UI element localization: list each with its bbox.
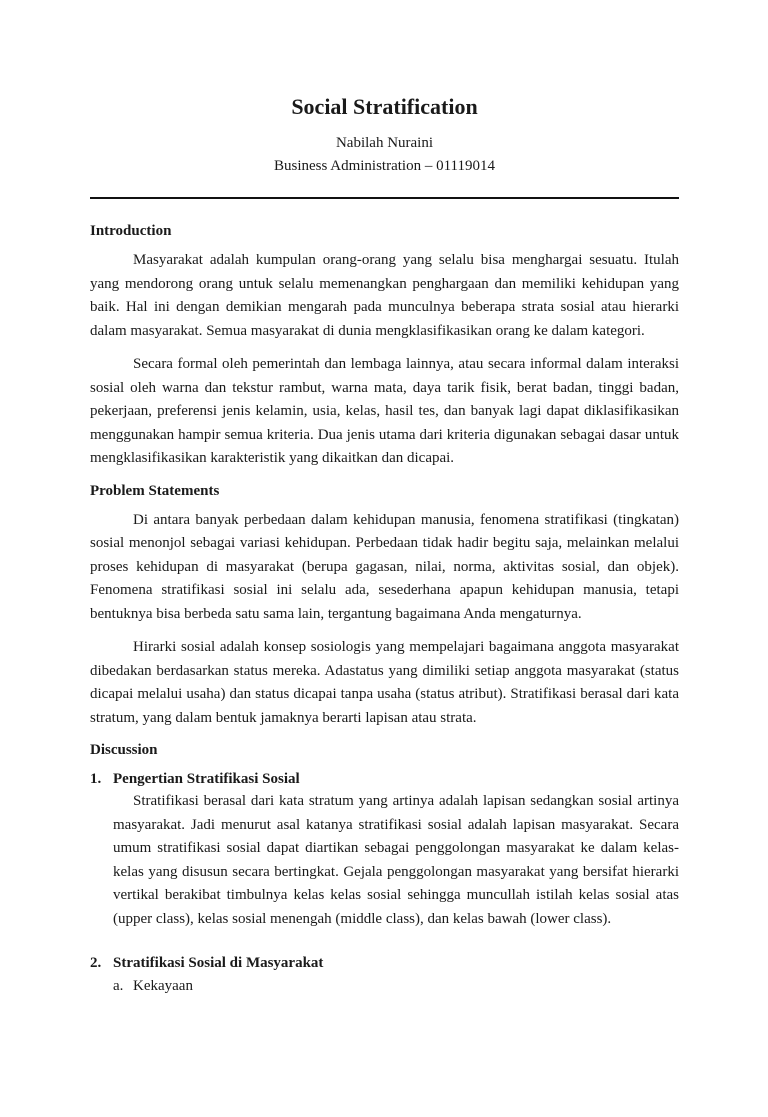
introduction-paragraph-1: Masyarakat adalah kumpulan orang-orang yang selalu bisa menghargai sesuatu. Itulah yang mendorong orang untuk selalu memenangkan penghargaan dan memiliki kehidupan yang baik. Hal ini dengan demikian mengarah pada munculnya beberapa strata sosial atau hierarki dalam masyarakat. Semua masyarakat di dunia mengklasifikasikan orang ke dalam kategori. [90,252,679,339]
header-divider [90,197,679,199]
list-item-number: 2. [90,955,102,971]
list-item-body: Stratifikasi berasal dari kata stratum yang artinya adalah lapisan sedangkan sosial artinya masyarakat. Jadi menurut asal katanya stratifikasi sosial adalah lapisan masyarakat. Secara umum stratifikasi sosial dapat diartikan sebagai penggolongan masyarakat ke dalam kelas-kelas yang disusun secara bertingkat. Gejala penggolongan masyarakat yang bersifat hierarki vertikal berakibat timbulnya kelas kelas sosial sehingga muncullah istilah kelas sosial atas (upper class), kelas sosial menengah (middle class), dan kelas bawah (lower class). [113,793,679,927]
author-name: Nabilah Nuraini [335,135,434,151]
discussion-section [90,740,679,997]
list-item-title: Pengertian Stratifikasi Sosial [113,771,300,787]
problem-paragraph-1: Di antara banyak perbedaan dalam kehidupan manusia, fenomena stratifikasi (tingkatan) sosial menonjol sebagai variasi kehidupan. Perbedaan tidak hadir begitu saja, melainkan melalui proses kehidupan di masyarakat (berupa gagasan, nilai, norma, aktivitas sosial, dan objek). Fenomena stratifikasi sosial ini selalu ada, sesederhana apapun kehidupan manusia, tetapi bentuknya bisa berbeda satu sama lain, tergantung bagaimana Anda mengaturnya. [90,511,679,622]
introduction-heading: Introduction [90,223,172,239]
document-page [0,93,768,1117]
list-item-title: Stratifikasi Sosial di Masyarakat [113,955,324,971]
author-affiliation: Business Administration – 01119014 [274,158,495,174]
discussion-list-item [90,768,679,931]
discussion-list-item [90,952,679,997]
list-item-number: 1. [90,771,102,787]
problem-paragraph-2: Hirarki sosial adalah konsep sosiologis yang mempelajari bagaimana anggota masyarakat dibedakan berdasarkan status mereka. Adastatus yang dimiliki setiap anggota masyarakat (status dicapai melalui usaha) dan status dicapai tanpa usaha (status atribut). Stratifikasi berasal dari kata stratum, yang dalam bentuk jamaknya berarti lapisan atau strata. [90,639,679,726]
problem-statements-section [90,481,679,731]
problem-statements-heading: Problem Statements [90,482,220,499]
page-title: Social Stratification [291,94,478,119]
sub-list-item [90,975,679,997]
introduction-paragraph-2: Secara formal oleh pemerintah dan lembaga lainnya, atau secara informal dalam interaksi sosial oleh warna dan tekstur rambut, warna mata, daya tarik fisik, berat badan, tinggi badan, pekerjaan, preferensi jenis kelamin, usia, kelas, hasil tes, dan banyak lagi dapat diklasifikasikan menggunakan hampir semua kriteria. Dua jenis utama dari kriteria digunakan sebagai dasar untuk mengklasifikasikan karakteristik yang dikaitkan dan dicapai. [90,356,679,466]
introduction-section [90,221,679,471]
sub-list-text: Kekayaan [133,978,193,994]
sub-list-letter: a. [113,978,124,994]
discussion-heading: Discussion [90,742,158,758]
